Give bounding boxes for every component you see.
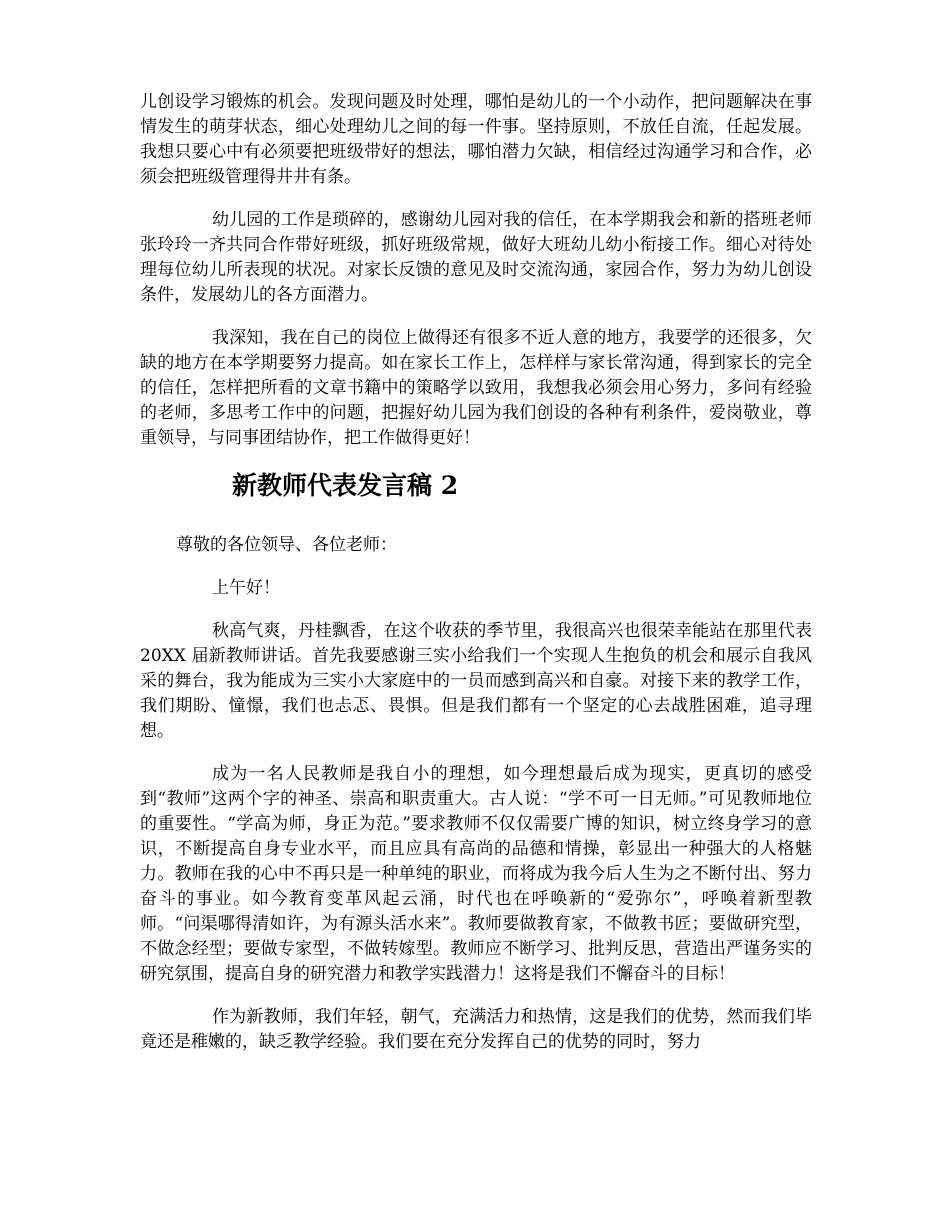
speech-paragraph-1: 秋高气爽，丹桂飘香，在这个收获的季节里，我很高兴也很荣幸能站在那里代表 20XX 届新教师讲话。首先我要感谢三实小给我们一个实现人生抱负的机会和展示自我风采的舞台，我为能成为三实小大家庭中的一员而感到高兴和自豪。对接下来的教学工作，我们期盼、憧憬，我们也忐忑、畏惧。但是我们都有一个坚定的心去战胜困难，追寻理想。 <box>140 621 812 741</box>
body-paragraph-1: 儿创设学习锻炼的机会。发现问题及时处理，哪怕是幼儿的一个小动作，把问题解决在事情发生的萌芽状态，细心处理幼儿之间的每一件事。坚持原则，不放任自流，任起发展。我想只要心中有必须要把班级带好的想法，哪怕潜力欠缺，相信经过沟通学习和合作，必须会把班级管理得井井有条。 <box>140 92 812 187</box>
greeting: 上午好！ <box>212 578 280 598</box>
section-title: 新教师代表发言稿 2 <box>232 471 459 500</box>
body-paragraph-2: 幼儿园的工作是琐碎的，感谢幼儿园对我的信任，在本学期我会和新的搭班老师张玲玲一齐共同合作带好班级，抓好班级常规，做好大班幼儿幼小衔接工作。细心对待处理每位幼儿所表现的状况。对家长反馈的意见及时交流沟通，家园合作，努力为幼儿创设条件，发展幼儿的各方面潜力。 <box>140 210 812 305</box>
speech-paragraph-2: 成为一名人民教师是我自小的理想，如今理想最后成为现实，更真切的感受到“教师”这两个字的神圣、崇高和职责重大。古人说：“学不可一日无师。”可见教师地位的重要性。“学高为师，身正为范。”要求教师不仅仅需要广博的知识，树立终身学习的意识，不断提高自身专业水平，而且应具有高尚的品德和情操，彰显出一种强大的人格魅力。教师在我的心中不再只是一种单纯的职业，而将成为我今后人生为之不断付出、努力奋斗的事业。如今教育变革风起云涌，时代也在呼唤新的“爱弥尔”，呼唤着新型教师。“问渠哪得清如许，为有源头活水来”。教师要做教育家，不做教书匠；要做研究型，不做念经型；要做专家型，不做转嫁型。教师应不断学习、批判反思，营造出严谨务实的研究氛围，提高自身的研究潜力和教学实践潜力！这将是我们不懈奋斗的目标！ <box>140 764 812 984</box>
salutation: 尊敬的各位领导、各位老师： <box>176 535 397 555</box>
body-paragraph-3: 我深知，我在自己的岗位上做得还有很多不近人意的地方，我要学的还很多，欠缺的地方在本学期要努力提高。如在家长工作上，怎样样与家长常沟通，得到家长的完全的信任，怎样把所看的文章书籍中的策略学以致用，我想我必须会用心努力，多问有经验的老师，多思考工作中的问题，把握好幼儿园为我们创设的各种有利条件，爱岗敬业，尊重领导，与同事团结协作，把工作做得更好！ <box>140 328 812 448</box>
document-page <box>140 90 812 1073</box>
speech-paragraph-3: 作为新教师，我们年轻，朝气，充满活力和热情，这是我们的优势，然而我们毕竟还是稚嫩的，缺乏教学经验。我们要在充分发挥自己的优势的同时，努力 <box>140 1007 812 1052</box>
